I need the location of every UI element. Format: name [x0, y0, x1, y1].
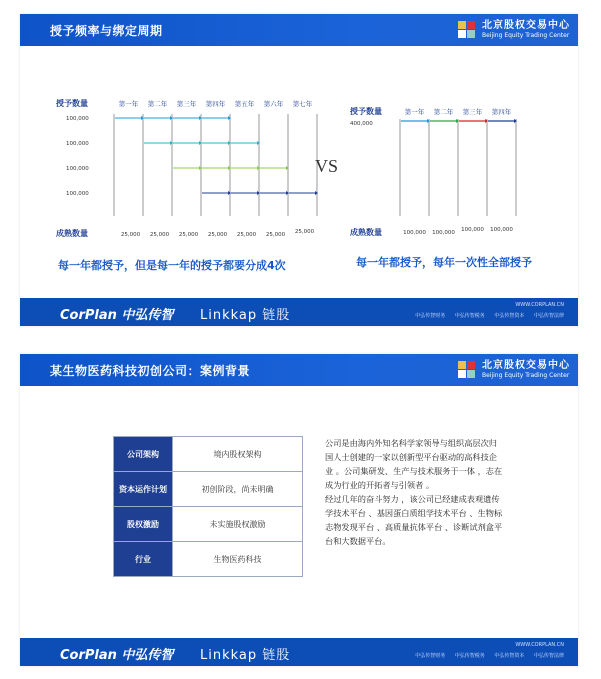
slide-footer	[20, 638, 578, 666]
arrow-head-icon	[286, 191, 289, 195]
linkkap-brand: Linkkap 链股	[200, 648, 291, 663]
right-xlabel: 成熟数量	[350, 228, 382, 237]
slide-title: 授予频率与绑定周期	[50, 24, 163, 38]
vested-value: 100,000	[461, 227, 484, 233]
table-row	[114, 472, 303, 507]
table-key: 公司架构	[114, 437, 173, 472]
arrow-head-icon	[228, 166, 231, 170]
grant-row-label: 400,000	[350, 121, 373, 127]
left-caption: 每一年都授予，但是每一年的授予都要分成4次	[58, 259, 286, 272]
vested-value: 25,000	[149, 232, 170, 238]
table-row	[114, 542, 303, 577]
logo-mark-icon	[458, 21, 476, 39]
slide-case-background	[20, 354, 578, 666]
description-paragraph: 公司是由海内外知名科学家领导与组织高层次归国人士创建的一家以创新型平台驱动的高科技企业 。公司集研发、生产与技术服务于一体 ，志在成为行业的开拓者与引领者 。	[325, 438, 503, 490]
left-arrows	[115, 116, 318, 195]
slide-footer	[20, 298, 578, 326]
right-arrows	[401, 119, 517, 123]
bjetc-logo	[458, 18, 570, 42]
vested-value: 100,000	[403, 230, 426, 236]
year-label: 第三年	[176, 100, 197, 108]
slide-header	[20, 354, 578, 386]
arrow-head-icon	[199, 141, 202, 145]
right-ylabel: 授予数量	[350, 107, 382, 116]
arrow-head-icon	[141, 116, 144, 120]
table-value: 未实施股权激励	[173, 507, 303, 542]
logo-mark-icon	[458, 361, 476, 379]
left-ylabel: 授予数量	[56, 99, 88, 108]
right-vesting-chart	[350, 104, 530, 244]
bjetc-logo	[458, 358, 570, 382]
year-label: 第四年	[205, 100, 226, 108]
footer-links: 中弘传智财务 中弘传智税务 中弘传智资本 中弘传智法律	[415, 653, 564, 659]
left-rows	[66, 116, 89, 197]
left-vesting-chart	[50, 96, 350, 256]
arrow-head-icon	[170, 116, 173, 120]
arrow-head-icon	[456, 119, 459, 123]
corplan-brand: CorPlan 中弘传智	[60, 308, 174, 323]
slide-title: 某生物医药科技初创公司：案例背景	[50, 364, 251, 378]
slide-header	[20, 14, 578, 46]
logo-en-text: Beijing Equity Trading Center	[482, 32, 570, 39]
footer-url: WWW.CORPLAN.CN	[515, 642, 564, 648]
arrow-head-icon	[257, 141, 260, 145]
arrow-head-icon	[199, 116, 202, 120]
vs-label: VS	[315, 156, 339, 176]
corplan-brand: CorPlan 中弘传智	[60, 648, 174, 663]
slide-grant-frequency	[20, 14, 578, 326]
right-vested	[403, 227, 513, 236]
vested-value: 25,000	[120, 232, 141, 238]
arrow-head-icon	[286, 166, 289, 170]
arrow-head-icon	[485, 119, 488, 123]
table-value: 初创阶段，尚未明确	[173, 472, 303, 507]
table-key: 行业	[114, 542, 173, 577]
year-label: 第一年	[118, 100, 139, 108]
table-key: 资本运作计划	[114, 472, 173, 507]
company-info-table	[113, 436, 303, 577]
right-rows	[350, 121, 373, 127]
year-label: 第一年	[404, 108, 425, 116]
vested-value: 100,000	[490, 227, 513, 233]
logo-cn-text: 北京股权交易中心	[482, 20, 570, 31]
left-grid	[114, 114, 317, 216]
company-description	[325, 436, 505, 548]
right-grid	[400, 119, 516, 216]
grant-row-label: 100,000	[66, 141, 89, 147]
right-caption: 每一年都授予，每年一次性全部授予	[356, 256, 532, 269]
vested-value: 25,000	[294, 229, 315, 235]
footer-url: WWW.CORPLAN.CN	[515, 302, 564, 308]
logo-en-text: Beijing Equity Trading Center	[482, 372, 570, 379]
arrow-head-icon	[257, 191, 260, 195]
arrow-head-icon	[170, 141, 173, 145]
linkkap-brand: Linkkap 链股	[200, 308, 291, 323]
vested-value: 25,000	[236, 232, 257, 238]
arrow-head-icon	[514, 119, 517, 123]
grant-row-label: 100,000	[66, 191, 89, 197]
arrow-head-icon	[228, 191, 231, 195]
vested-value: 100,000	[432, 230, 455, 236]
arrow-head-icon	[228, 116, 231, 120]
arrow-head-icon	[199, 166, 202, 170]
right-years	[405, 107, 512, 116]
year-label: 第七年	[292, 100, 313, 108]
left-years	[119, 99, 313, 108]
grant-row-label: 100,000	[66, 166, 89, 172]
arrow-head-icon	[315, 191, 318, 195]
year-label: 第四年	[491, 108, 512, 116]
vested-value: 25,000	[265, 232, 286, 238]
arrow-head-icon	[257, 166, 260, 170]
table-row	[114, 437, 303, 472]
logo-cn-text: 北京股权交易中心	[482, 360, 570, 371]
table-value: 生物医药科技	[173, 542, 303, 577]
left-vested	[121, 229, 315, 238]
grant-row-label: 100,000	[66, 116, 89, 122]
year-label: 第五年	[234, 100, 255, 108]
table-row	[114, 507, 303, 542]
year-label: 第六年	[263, 100, 284, 108]
year-label: 第二年	[147, 100, 168, 108]
arrow-head-icon	[427, 119, 430, 123]
vested-value: 25,000	[178, 232, 199, 238]
vested-value: 25,000	[207, 232, 228, 238]
year-label: 第三年	[462, 108, 483, 116]
table-key: 股权激励	[114, 507, 173, 542]
description-paragraph: 经过几年的奋斗努力 ，该公司已经建成表观遗传学技术平台 、基因蛋白质组学技术平台 、生物标志物发现平台 、高质量抗体平台 、诊断试剂盒平台和大数据平台。	[325, 494, 503, 546]
table-value: 境内股权架构	[173, 437, 303, 472]
arrow-head-icon	[228, 141, 231, 145]
footer-links: 中弘传智财务 中弘传智税务 中弘传智资本 中弘传智法律	[415, 313, 564, 319]
year-label: 第二年	[433, 108, 454, 116]
left-xlabel: 成熟数量	[56, 229, 88, 238]
